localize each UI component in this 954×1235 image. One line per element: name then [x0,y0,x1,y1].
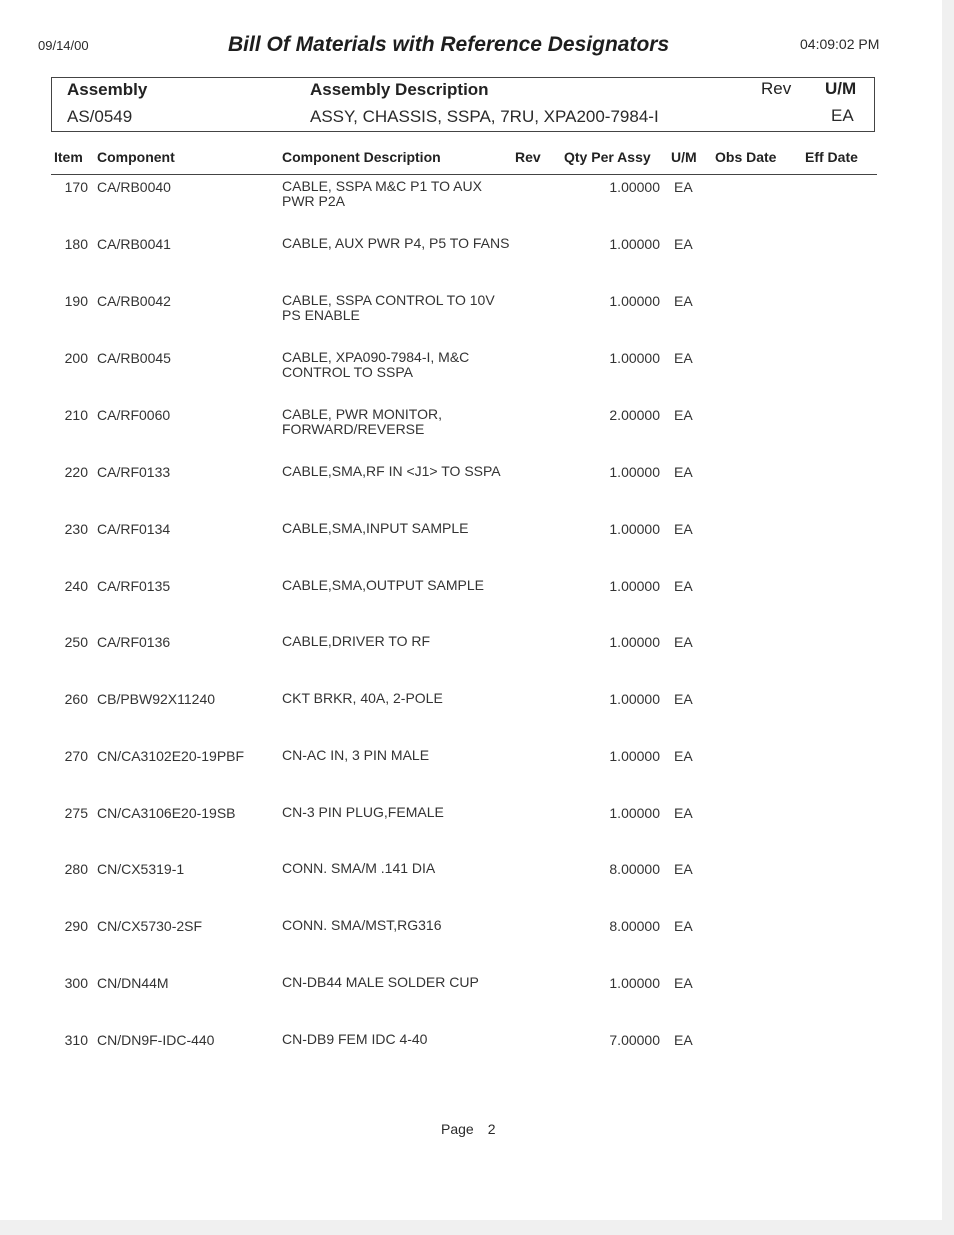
report-time: 04:09:02 PM [800,36,880,52]
table-row [0,578,954,628]
unit-of-measure: EA [674,975,693,991]
qty-per-assy: 8.00000 [609,918,660,934]
table-row [0,918,954,968]
page-number: 2 [487,1121,496,1137]
qty-per-assy: 1.00000 [609,464,660,480]
unit-of-measure: EA [674,350,693,366]
component-code: CA/RF0136 [97,634,171,650]
component-description: CABLE, XPA090-7984-I, M&C CONTROL TO SSPA [282,349,470,380]
table-row [0,350,954,400]
qty-per-assy: 1.00000 [609,634,660,650]
table-row [0,975,954,1025]
report-date: 09/14/00 [38,38,89,53]
component-description: CABLE,DRIVER TO RF [282,633,431,649]
column-header-eff-date: Eff Date [805,149,858,165]
item-number: 260 [64,691,88,707]
item-number: 180 [64,236,88,252]
table-row [0,464,954,514]
qty-per-assy: 1.00000 [609,691,660,707]
page-label: Page [441,1121,474,1137]
unit-of-measure: EA [674,691,693,707]
table-row [0,407,954,457]
component-code: CA/RF0135 [97,578,171,594]
item-number: 300 [64,975,88,991]
column-header-description: Component Description [282,149,441,165]
report-title: Bill Of Materials with Reference Designators [228,33,670,56]
header-rule [51,174,877,175]
component-code: CN/CX5730-2SF [97,918,203,934]
component-code: CN/DN9F-IDC-440 [97,1032,215,1048]
column-header-um: U/M [671,149,697,165]
item-number: 190 [64,293,88,309]
column-header-item: Item [54,149,83,165]
qty-per-assy: 1.00000 [609,748,660,764]
assembly-description-label: Assembly Description [310,80,489,99]
component-code: CA/RF0060 [97,407,171,423]
assembly-label: Assembly [67,80,148,99]
component-description: CONN. SMA/M .141 DIA [282,860,436,876]
component-code: CN/CX5319-1 [97,861,185,877]
assembly-um-label: U/M [825,79,857,98]
assembly-box [51,77,875,132]
table-row [0,1032,954,1082]
component-description: CN-3 PIN PLUG,FEMALE [282,804,444,820]
component-description: CABLE, SSPA M&C P1 TO AUX PWR P2A [282,178,482,209]
component-code: CN/CA3106E20-19SB [97,805,236,821]
component-code: CB/PBW92X11240 [97,691,216,707]
unit-of-measure: EA [674,521,693,537]
table-row [0,179,954,229]
table-row [0,805,954,855]
table-row [0,861,954,911]
component-code: CN/CA3102E20-19PBF [97,748,245,764]
component-description: CN-DB9 FEM IDC 4-40 [282,1031,428,1047]
component-code: CA/RB0045 [97,350,171,366]
unit-of-measure: EA [674,464,693,480]
component-description: CN-AC IN, 3 PIN MALE [282,747,430,763]
qty-per-assy: 1.00000 [609,578,660,594]
component-code: CN/DN44M [97,975,169,991]
assembly-description-value: ASSY, CHASSIS, SSPA, 7RU, XPA200-7984-I [310,107,659,126]
qty-per-assy: 1.00000 [609,805,660,821]
component-description: CABLE, AUX PWR P4, P5 TO FANS [282,235,510,251]
item-number: 220 [64,464,88,480]
unit-of-measure: EA [674,179,693,195]
column-header-rev: Rev [515,149,541,165]
component-description: CABLE,SMA,OUTPUT SAMPLE [282,577,485,593]
column-header-component: Component [97,149,175,165]
qty-per-assy: 1.00000 [609,236,660,252]
item-number: 275 [64,805,88,821]
component-code: CA/RB0042 [97,293,171,309]
qty-per-assy: 1.00000 [609,293,660,309]
unit-of-measure: EA [674,1032,693,1048]
column-header-obs-date: Obs Date [715,149,777,165]
component-description: CABLE,SMA,RF IN <J1> TO SSPA [282,463,501,479]
item-number: 290 [64,918,88,934]
component-description: CONN. SMA/MST,RG316 [282,917,442,933]
assembly-um-value: EA [831,106,854,125]
item-number: 310 [64,1032,88,1048]
unit-of-measure: EA [674,293,693,309]
unit-of-measure: EA [674,805,693,821]
item-number: 200 [64,350,88,366]
component-code: CA/RB0040 [97,179,171,195]
item-number: 240 [64,578,88,594]
page-footer [441,1121,496,1137]
unit-of-measure: EA [674,861,693,877]
item-number: 170 [64,179,88,195]
assembly-value: AS/0549 [67,107,133,126]
qty-per-assy: 7.00000 [609,1032,660,1048]
component-description: CABLE,SMA,INPUT SAMPLE [282,520,469,536]
qty-per-assy: 1.00000 [609,975,660,991]
item-number: 250 [64,634,88,650]
unit-of-measure: EA [674,748,693,764]
unit-of-measure: EA [674,407,693,423]
qty-per-assy: 1.00000 [609,350,660,366]
unit-of-measure: EA [674,578,693,594]
unit-of-measure: EA [674,236,693,252]
item-number: 230 [64,521,88,537]
component-code: CA/RF0133 [97,464,171,480]
component-code: CA/RF0134 [97,521,171,537]
item-number: 210 [64,407,88,423]
component-code: CA/RB0041 [97,236,171,252]
unit-of-measure: EA [674,634,693,650]
table-row [0,634,954,684]
qty-per-assy: 1.00000 [609,179,660,195]
item-number: 270 [64,748,88,764]
unit-of-measure: EA [674,918,693,934]
qty-per-assy: 1.00000 [609,521,660,537]
assembly-rev-label: Rev [761,79,792,98]
column-header-qty: Qty Per Assy [564,149,651,165]
table-row [0,691,954,741]
item-number: 280 [64,861,88,877]
table-row [0,748,954,798]
component-description: CABLE, PWR MONITOR, FORWARD/REVERSE [282,406,442,437]
component-description: CKT BRKR, 40A, 2-POLE [282,690,443,706]
scan-edge-bottom [0,1220,954,1235]
component-description: CN-DB44 MALE SOLDER CUP [282,974,479,990]
component-description: CABLE, SSPA CONTROL TO 10V PS ENABLE [282,292,495,323]
qty-per-assy: 2.00000 [609,407,660,423]
table-row [0,521,954,571]
qty-per-assy: 8.00000 [609,861,660,877]
table-row [0,293,954,343]
table-row [0,236,954,286]
